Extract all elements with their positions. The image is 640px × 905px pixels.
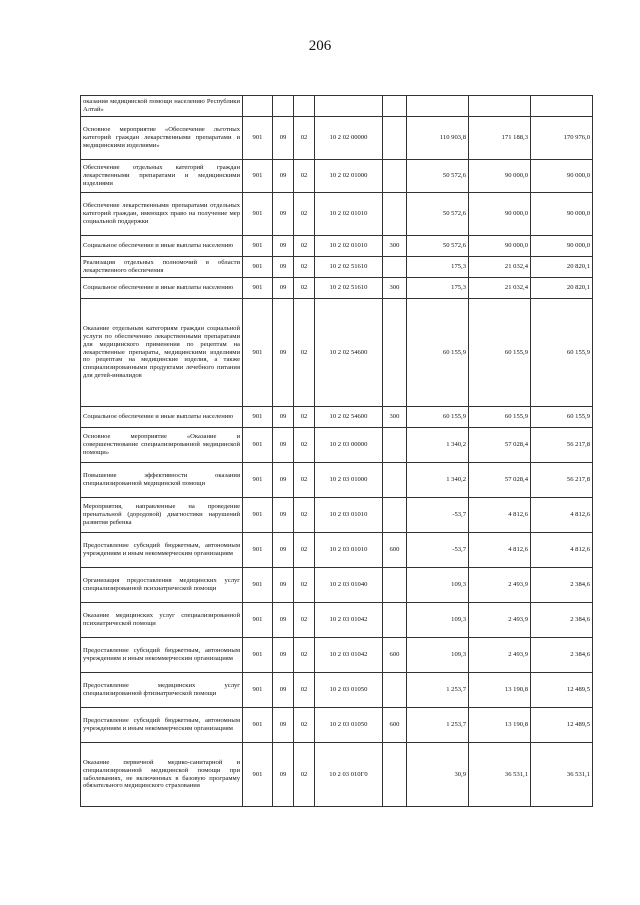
target-article-code: 10 2 03 01010 — [315, 498, 383, 533]
subsection-code: 02 — [294, 278, 315, 299]
amount-year-1: -53,7 — [407, 498, 469, 533]
expense-type-code — [383, 463, 407, 498]
subsection-code: 02 — [294, 568, 315, 603]
target-article-code: 10 2 02 51610 — [315, 257, 383, 278]
table-row — [81, 299, 593, 407]
expense-type-code — [383, 743, 407, 807]
row-item-name: Оказание первичной медико-санитарной и специализированной медицинской помощи при заболеваниях, не включенных в базовую программу обязательного медицинского страхования — [81, 743, 243, 807]
amount-year-2: 13 190,8 — [469, 708, 531, 743]
target-article-code: 10 2 03 01050 — [315, 673, 383, 708]
amount-year-3 — [531, 96, 593, 117]
amount-year-2: 57 028,4 — [469, 463, 531, 498]
expense-type-code — [383, 673, 407, 708]
subsection-code: 02 — [294, 498, 315, 533]
amount-year-1: 175,3 — [407, 257, 469, 278]
admin-code: 901 — [243, 257, 273, 278]
table-row — [81, 160, 593, 193]
amount-year-2: 36 531,1 — [469, 743, 531, 807]
admin-code: 901 — [243, 463, 273, 498]
section-code: 09 — [273, 708, 294, 743]
row-item-name: Основное мероприятие «Оказание и совершенствование специализированной медицинской помощи» — [81, 428, 243, 463]
amount-year-2: 2 493,9 — [469, 638, 531, 673]
amount-year-3: 12 489,5 — [531, 673, 593, 708]
subsection-code: 02 — [294, 117, 315, 160]
expense-type-code: 600 — [383, 708, 407, 743]
subsection-code: 02 — [294, 236, 315, 257]
table-row — [81, 533, 593, 568]
amount-year-1: 60 155,9 — [407, 407, 469, 428]
target-article-code: 10 2 03 01042 — [315, 638, 383, 673]
amount-year-3: 4 812,6 — [531, 533, 593, 568]
section-code — [273, 96, 294, 117]
section-code: 09 — [273, 743, 294, 807]
amount-year-3: 2 384,6 — [531, 638, 593, 673]
section-code: 09 — [273, 257, 294, 278]
amount-year-1: 1 253,7 — [407, 673, 469, 708]
row-item-name: Оказание отдельным категориям граждан социальной услуги по обеспечению лекарственными препаратами для медицинского применения по рецептам на лекарственные препараты, медицинскими изделиями по рецептам на медицинские изделия, а также специализированными продуктами лечебного питания для детей-инвалидов — [81, 299, 243, 407]
amount-year-1: 109,3 — [407, 603, 469, 638]
page-number: 206 — [308, 38, 332, 54]
amount-year-2: 60 155,9 — [469, 299, 531, 407]
admin-code: 901 — [243, 278, 273, 299]
amount-year-3: 60 155,9 — [531, 407, 593, 428]
amount-year-3: 2 384,6 — [531, 568, 593, 603]
table-row — [81, 568, 593, 603]
expense-type-code — [383, 193, 407, 236]
row-item-name: Социальное обеспечение и иные выплаты населению — [81, 278, 243, 299]
section-code: 09 — [273, 533, 294, 568]
admin-code: 901 — [243, 743, 273, 807]
row-item-name: Повышение эффективности оказания специализированной медицинской помощи — [81, 463, 243, 498]
amount-year-2 — [469, 96, 531, 117]
target-article-code: 10 2 03 01010 — [315, 533, 383, 568]
table-row — [81, 498, 593, 533]
table-row — [81, 743, 593, 807]
amount-year-1: 175,3 — [407, 278, 469, 299]
amount-year-3: 12 489,5 — [531, 708, 593, 743]
subsection-code: 02 — [294, 673, 315, 708]
expense-type-code: 300 — [383, 278, 407, 299]
target-article-code: 10 2 03 00000 — [315, 428, 383, 463]
amount-year-2: 90 000,0 — [469, 236, 531, 257]
expense-type-code — [383, 498, 407, 533]
subsection-code: 02 — [294, 463, 315, 498]
amount-year-2: 21 032,4 — [469, 278, 531, 299]
row-item-name: Мероприятия, направленные на проведение пренатальной (дородовой) диагностики нарушений развития ребенка — [81, 498, 243, 533]
admin-code: 901 — [243, 603, 273, 638]
amount-year-2: 4 812,6 — [469, 533, 531, 568]
expense-type-code — [383, 299, 407, 407]
subsection-code: 02 — [294, 299, 315, 407]
expense-type-code — [383, 603, 407, 638]
admin-code: 901 — [243, 428, 273, 463]
subsection-code: 02 — [294, 407, 315, 428]
section-code: 09 — [273, 407, 294, 428]
section-code: 09 — [273, 278, 294, 299]
amount-year-1: 109,3 — [407, 568, 469, 603]
section-code: 09 — [273, 463, 294, 498]
admin-code: 901 — [243, 407, 273, 428]
expense-type-code: 600 — [383, 533, 407, 568]
amount-year-2: 60 155,9 — [469, 407, 531, 428]
amount-year-3: 4 812,6 — [531, 498, 593, 533]
admin-code: 901 — [243, 160, 273, 193]
target-article-code: 10 2 02 01000 — [315, 160, 383, 193]
table-row — [81, 236, 593, 257]
amount-year-1: 50 572,6 — [407, 160, 469, 193]
amount-year-1 — [407, 96, 469, 117]
table-row — [81, 603, 593, 638]
table-row — [81, 257, 593, 278]
subsection-code — [294, 96, 315, 117]
amount-year-3: 60 155,9 — [531, 299, 593, 407]
row-item-name: Предоставление субсидий бюджетным, автономным учреждениям и иным некоммерческим организациям — [81, 708, 243, 743]
section-code: 09 — [273, 673, 294, 708]
section-code: 09 — [273, 117, 294, 160]
table-row — [81, 428, 593, 463]
amount-year-2: 2 493,9 — [469, 603, 531, 638]
target-article-code: 10 2 02 51610 — [315, 278, 383, 299]
subsection-code: 02 — [294, 603, 315, 638]
target-article-code: 10 2 03 01050 — [315, 708, 383, 743]
admin-code — [243, 96, 273, 117]
target-article-code: 10 2 02 01010 — [315, 193, 383, 236]
subsection-code: 02 — [294, 708, 315, 743]
target-article-code — [315, 96, 383, 117]
admin-code: 901 — [243, 708, 273, 743]
section-code: 09 — [273, 236, 294, 257]
row-item-name: Организация предоставления медицинских услуг специализированной психиатрической помощи — [81, 568, 243, 603]
expense-type-code: 300 — [383, 236, 407, 257]
amount-year-3: 90 000,0 — [531, 236, 593, 257]
row-item-name: Социальное обеспечение и иные выплаты населению — [81, 236, 243, 257]
amount-year-1: 110 903,8 — [407, 117, 469, 160]
admin-code: 901 — [243, 498, 273, 533]
table-body — [81, 96, 593, 807]
expense-type-code: 300 — [383, 407, 407, 428]
expense-type-code: 600 — [383, 638, 407, 673]
amount-year-1: 1 253,7 — [407, 708, 469, 743]
amount-year-1: 50 572,6 — [407, 236, 469, 257]
table-row — [81, 407, 593, 428]
row-item-name: Основное мероприятие «Обеспечение льготных категорий граждан лекарственными препаратами и медицинскими изделиями» — [81, 117, 243, 160]
amount-year-2: 57 028,4 — [469, 428, 531, 463]
amount-year-1: 30,9 — [407, 743, 469, 807]
admin-code: 901 — [243, 236, 273, 257]
row-item-name: Предоставление медицинских услуг специализированной фтизиатрической помощи — [81, 673, 243, 708]
amount-year-1: 60 155,9 — [407, 299, 469, 407]
admin-code: 901 — [243, 193, 273, 236]
amount-year-1: 50 572,6 — [407, 193, 469, 236]
row-item-name: Обеспечение лекарственными препаратами отдельных категорий граждан, имеющих право на получение мер социальной поддержки — [81, 193, 243, 236]
amount-year-3: 90 000,0 — [531, 193, 593, 236]
admin-code: 901 — [243, 568, 273, 603]
admin-code: 901 — [243, 299, 273, 407]
admin-code: 901 — [243, 117, 273, 160]
amount-year-1: 1 340,2 — [407, 428, 469, 463]
table-row — [81, 708, 593, 743]
amount-year-3: 20 820,1 — [531, 257, 593, 278]
subsection-code: 02 — [294, 533, 315, 568]
target-article-code: 10 2 03 01040 — [315, 568, 383, 603]
table-row — [81, 96, 593, 117]
budget-table — [80, 95, 593, 807]
amount-year-1: 1 340,2 — [407, 463, 469, 498]
section-code: 09 — [273, 498, 294, 533]
amount-year-3: 90 000,0 — [531, 160, 593, 193]
amount-year-3: 170 976,0 — [531, 117, 593, 160]
table-row — [81, 638, 593, 673]
amount-year-3: 2 384,6 — [531, 603, 593, 638]
subsection-code: 02 — [294, 193, 315, 236]
section-code: 09 — [273, 428, 294, 463]
table-row — [81, 117, 593, 160]
expense-type-code — [383, 160, 407, 193]
expense-type-code — [383, 428, 407, 463]
amount-year-2: 90 000,0 — [469, 160, 531, 193]
row-item-name: оказания медицинской помощи населению Республики Алтай» — [81, 96, 243, 117]
target-article-code: 10 2 03 010Г0 — [315, 743, 383, 807]
table-row — [81, 463, 593, 498]
section-code: 09 — [273, 193, 294, 236]
expense-type-code — [383, 96, 407, 117]
subsection-code: 02 — [294, 638, 315, 673]
amount-year-3: 36 531,1 — [531, 743, 593, 807]
table-row — [81, 278, 593, 299]
target-article-code: 10 2 02 54600 — [315, 299, 383, 407]
row-item-name: Предоставление субсидий бюджетным, автономным учреждениям и иным некоммерческим организациям — [81, 638, 243, 673]
admin-code: 901 — [243, 673, 273, 708]
amount-year-3: 56 217,8 — [531, 428, 593, 463]
subsection-code: 02 — [294, 257, 315, 278]
amount-year-3: 56 217,8 — [531, 463, 593, 498]
target-article-code: 10 2 02 01010 — [315, 236, 383, 257]
amount-year-3: 20 820,1 — [531, 278, 593, 299]
target-article-code: 10 2 02 54600 — [315, 407, 383, 428]
amount-year-2: 2 493,9 — [469, 568, 531, 603]
row-item-name: Реализация отдельных полномочий в области лекарственного обеспечения — [81, 257, 243, 278]
section-code: 09 — [273, 299, 294, 407]
section-code: 09 — [273, 568, 294, 603]
amount-year-2: 13 190,8 — [469, 673, 531, 708]
admin-code: 901 — [243, 533, 273, 568]
amount-year-2: 90 000,0 — [469, 193, 531, 236]
amount-year-2: 171 188,3 — [469, 117, 531, 160]
expense-type-code — [383, 257, 407, 278]
expense-type-code — [383, 117, 407, 160]
row-item-name: Обеспечение отдельных категорий граждан лекарственными препаратами и медицинскими изделиями — [81, 160, 243, 193]
amount-year-2: 4 812,6 — [469, 498, 531, 533]
admin-code: 901 — [243, 638, 273, 673]
expense-type-code — [383, 568, 407, 603]
amount-year-2: 21 032,4 — [469, 257, 531, 278]
row-item-name: Социальное обеспечение и иные выплаты населению — [81, 407, 243, 428]
amount-year-1: 109,3 — [407, 638, 469, 673]
section-code: 09 — [273, 603, 294, 638]
section-code: 09 — [273, 638, 294, 673]
subsection-code: 02 — [294, 160, 315, 193]
target-article-code: 10 2 03 01000 — [315, 463, 383, 498]
subsection-code: 02 — [294, 428, 315, 463]
row-item-name: Оказание медицинских услуг специализированной психиатрической помощи — [81, 603, 243, 638]
row-item-name: Предоставление субсидий бюджетным, автономным учреждениям и иным некоммерческим организациям — [81, 533, 243, 568]
subsection-code: 02 — [294, 743, 315, 807]
table-row — [81, 673, 593, 708]
section-code: 09 — [273, 160, 294, 193]
target-article-code: 10 2 02 00000 — [315, 117, 383, 160]
table-row — [81, 193, 593, 236]
target-article-code: 10 2 03 01042 — [315, 603, 383, 638]
amount-year-1: -53,7 — [407, 533, 469, 568]
